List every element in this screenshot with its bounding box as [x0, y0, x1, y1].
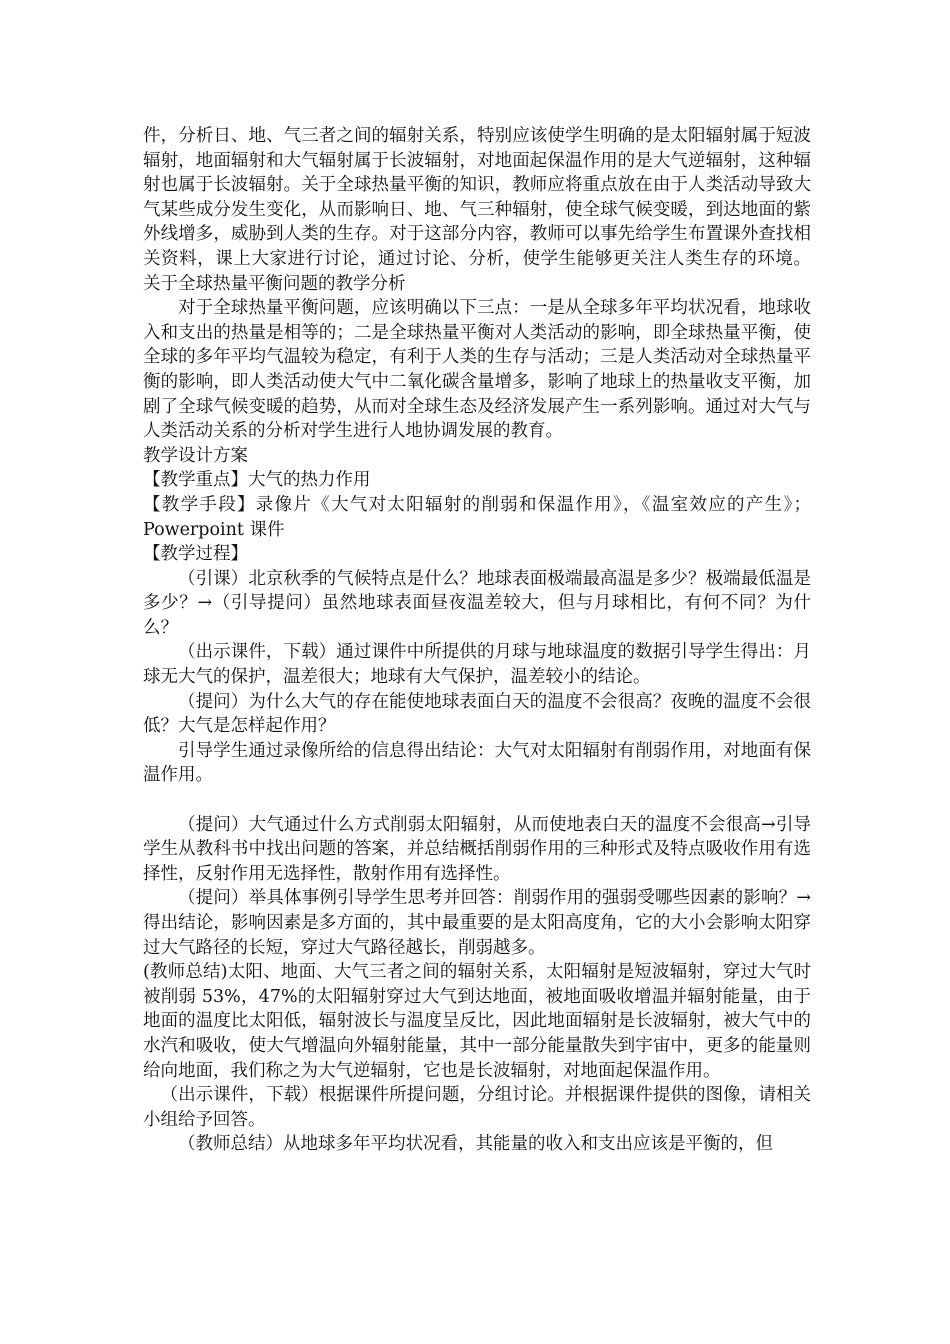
paragraph-teacher-summary-balance: （教师总结）从地球多年平均状况看，其能量的收入和支出应该是平衡的，但	[178, 1134, 773, 1155]
heading-teaching-plan: 教学设计方案	[143, 445, 248, 466]
paragraph-courseware-moon: （出示课件，下载）通过课件中所提供的月球与地球温度的数据引导学生得出：月球无大气的保护，温差很大；地球有大气保护，温差较小的结论。	[143, 642, 811, 688]
blank-line	[143, 788, 811, 813]
teaching-focus: 【教学重点】大气的热力作用	[143, 470, 371, 491]
paragraph-teacher-summary-radiation: (教师总结)太阳、地面、大气三者之间的辐射关系，太阳辐射是短波辐射，穿过大气时被削弱 53%，47%的太阳辐射穿过大气到达地面，被地面吸收增温并辐射能量，由于地面的温度比太阳低，辐射波长与温度呈反比，因此地面辐射是长波辐射，被大气中的水汽和吸收，使大气增温向外辐射能量，其中一部分能量散失到宇宙中，更多的能量则给向地面，我们称之为大气逆辐射，它也是长波辐射，对地面起保温作用。	[143, 962, 811, 1081]
paragraph-weakening-methods: （提问）大气通过什么方式削弱太阳辐射，从而使地表白天的温度不会很高→引导学生从教科书中找出问题的答案，并总结概括削弱作用的三种形式及特点吸收作用有选择性，反射作用无选择性，散射作用有选择性。	[143, 814, 811, 884]
teaching-means: 【教学手段】录像片《大气对太阳辐射的削弱和保温作用》，《温室效应的产生》；Powerpoint 课件	[143, 494, 811, 540]
paragraph-radiation-analysis: 件，分析日、地、气三者之间的辐射关系，特别应该使学生明确的是太阳辐射属于短波辐射，地面辐射和大气辐射属于长波辐射，对地面起保温作用的是大气逆辐射，这种辐射也属于长波辐射。关于全球热量平衡的知识，教师应将重点放在由于人类活动导致大气某些成分发生变化，从而影响日、地、气三种辐射，使全球气候变暖，到达地面的紫外线增多，威胁到人类的生存。对于这部分内容，教师可以事先给学生布置课外查找相关资料，课上大家进行讨论，通过讨论、分析，使学生能够更关注人类生存的环境。 关于全球热量平衡问题的教学分析	[143, 126, 811, 294]
document-page	[143, 124, 811, 1157]
teaching-process-heading: 【教学过程】	[143, 544, 248, 565]
paragraph-heat-balance: 对于全球热量平衡问题，应该明确以下三点：一是从全球多年平均状况看，地球收入和支出的热量是相等的；二是全球热量平衡对人类活动的影响，即全球热量平衡，使全球的多年平均气温较为稳定，有利于人类的生存与活动；三是人类活动对全球热量平衡的影响，即人类活动使大气中二氧化碳含量增多，影响了地球上的热量收支平衡，加剧了全球气候变暖的趋势，从而对全球生态及经济发展产生一系列影响。通过对大气与人类活动关系的分析对学生进行人地协调发展的教育。	[143, 298, 811, 442]
paragraph-video-conclusion: 引导学生通过录像所给的信息得出结论：大气对太阳辐射有削弱作用，对地面有保温作用。	[143, 740, 811, 786]
paragraph-group-discussion: （出示课件，下载）根据课件所提问题，分组讨论。并根据课件提供的图像，请相关小组给予回答。	[143, 1085, 811, 1130]
paragraph-weakening-factors: （提问）举具体事例引导学生思考并回答：削弱作用的强弱受哪些因素的影响？→得出结论，影响因素是多方面的，其中最重要的是太阳高度角，它的大小会影响太阳穿过大气路径的长短，穿过大气路径越长，削弱越多。	[143, 888, 811, 958]
paragraph-intro-question: （引课）北京秋季的气候特点是什么？地球表面极端最高温是多少？极端最低温是多少？→（引导提问）虽然地球表面昼夜温差较大，但与月球相比，有何不同？为什么？	[143, 568, 811, 638]
paragraph-question-atmosphere: （提问）为什么大气的存在能使地球表面白天的温度不会很高？夜晚的温度不会很低？大气是怎样起作用？	[143, 691, 811, 737]
